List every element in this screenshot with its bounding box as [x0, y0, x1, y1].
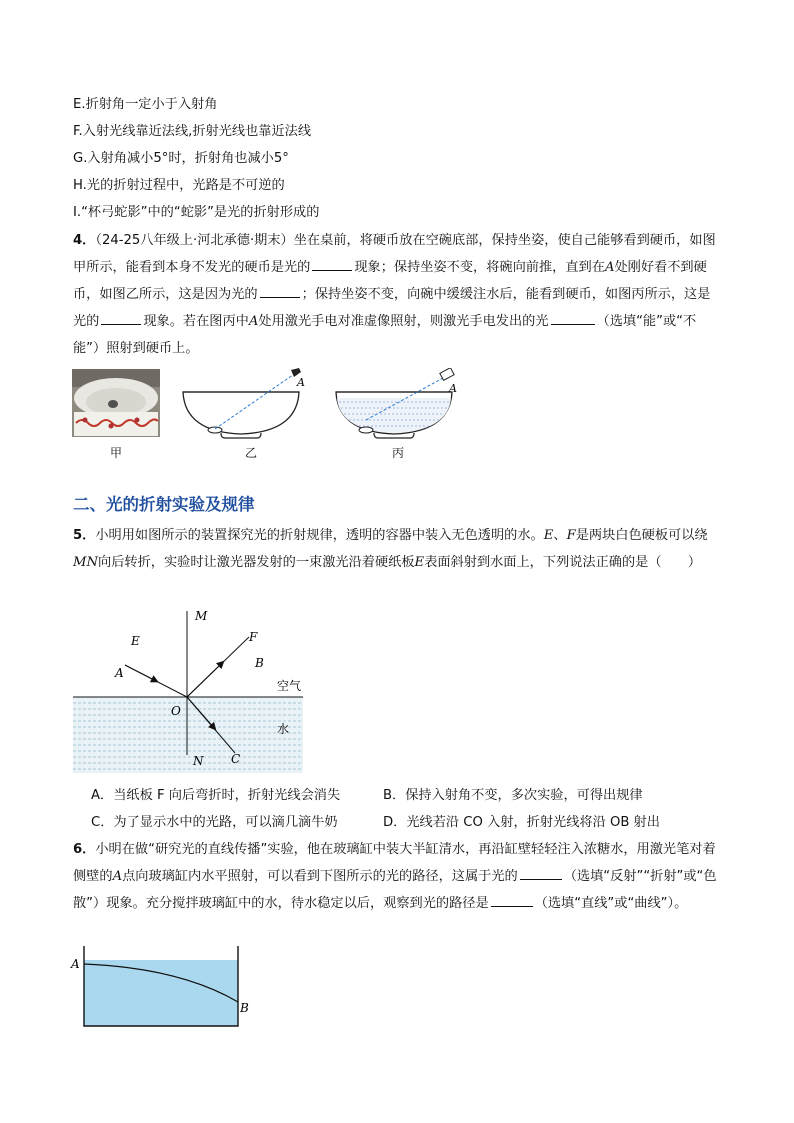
- svg-text:A: A: [449, 382, 457, 395]
- svg-text:空气: 空气: [277, 679, 302, 693]
- answer-blank[interactable]: [491, 894, 533, 907]
- svg-text:E: E: [131, 634, 140, 648]
- svg-text:A: A: [297, 376, 305, 389]
- svg-text:B: B: [255, 656, 264, 670]
- svg-text:A: A: [115, 666, 124, 680]
- svg-text:A: A: [71, 957, 80, 971]
- answer-blank[interactable]: [101, 312, 141, 325]
- statement-f: F.入射光线靠近法线,折射光线也靠近法线: [73, 124, 312, 139]
- svg-text:B: B: [240, 1001, 249, 1015]
- answer-blank[interactable]: [260, 285, 300, 298]
- statement-h: H.光的折射过程中，光路是不可逆的: [73, 178, 285, 193]
- bowl-diagram-bing: [336, 368, 457, 438]
- answer-blank[interactable]: [312, 258, 352, 271]
- option-d[interactable]: D．光线若沿 CO 入射，折射光线将沿 OB 射出: [383, 815, 660, 830]
- tank-water: [84, 960, 238, 1026]
- statement-i: I.“杯弓蛇影”中的“蛇影”是光的折射形成的: [73, 205, 320, 220]
- refraction-diagram: [73, 605, 313, 775]
- statement-e: E.折射角一定小于入射角: [73, 97, 218, 112]
- question-number: 6．: [73, 842, 96, 857]
- bowl-diagram-yi: [183, 368, 305, 438]
- answer-blank[interactable]: [520, 867, 562, 880]
- svg-text:水: 水: [277, 722, 290, 736]
- caption-yi: 乙: [245, 446, 258, 460]
- svg-text:O: O: [171, 704, 181, 718]
- question-4: 4．（24-25八年级上·河北承德·期末）坐在桌前，将硬币放在空碗底部，保持坐姿，使自己能够看到硬币，如图甲所示，能看到本身不发光的硬币是光的 现象；保持坐姿不变，将碗向前推，直到在A处刚好看不到硬币，如图乙所示，这是因为光的 ；保持坐姿不变，向碗中缓缓注水后，能看到硬币，如图丙所示，这是光的 现象。若在图丙中A处用激光手电对准虚像照射，则激光手电发出的光 （选填“能”或“不能”）照射到硬币上。: [73, 233, 716, 356]
- option-a[interactable]: A．当纸板 F 向后弯折时，折射光线会消失: [91, 788, 341, 803]
- option-c[interactable]: C．为了显示水中的光路，可以滴几滴牛奶: [91, 815, 338, 830]
- svg-text:M: M: [195, 609, 208, 623]
- water-region: [73, 697, 303, 773]
- svg-text:C: C: [231, 752, 241, 766]
- caption-bing: 丙: [392, 446, 405, 460]
- svg-text:F: F: [249, 630, 258, 644]
- tank-diagram: [70, 944, 260, 1030]
- question-6: 6．小明在做“研究光的直线传播”实验，他在玻璃缸中装大半缸清水，再沿缸壁轻轻注入浓糖水，用激光笔对着侧壁的A点向玻璃缸内水平照射，可以看到下图所示的光的路径，这属于光的 （选填“反射”“折射”或“色散”）现象。充分搅拌玻璃缸中的水，待水稳定以后，观察到光的路径是 （选填“直线”或“曲线”）。: [73, 842, 717, 911]
- question-number: 5．: [73, 528, 96, 543]
- statement-g: G.入射角减小5°时，折射角也减小5°: [73, 151, 289, 166]
- q4-figures: [71, 368, 471, 440]
- question-5: 5．小明用如图所示的装置探究光的折射规律，透明的容器中装入无色透明的水。E、F是两块白色硬板可以绕MN向后转折，实验时让激光器发射的一束激光沿着硬纸板E表面斜射到水面上，下列说法正确的是（ ）: [73, 528, 708, 570]
- section-title: 二、光的折射实验及规律: [73, 495, 255, 514]
- answer-blank[interactable]: [551, 312, 595, 325]
- svg-text:N: N: [193, 754, 204, 768]
- caption-jia: 甲: [110, 446, 123, 460]
- question-number: 4．: [73, 233, 96, 248]
- bowl-photo: [72, 369, 160, 437]
- option-b[interactable]: B．保持入射角不变，多次实验，可得出规律: [383, 788, 643, 803]
